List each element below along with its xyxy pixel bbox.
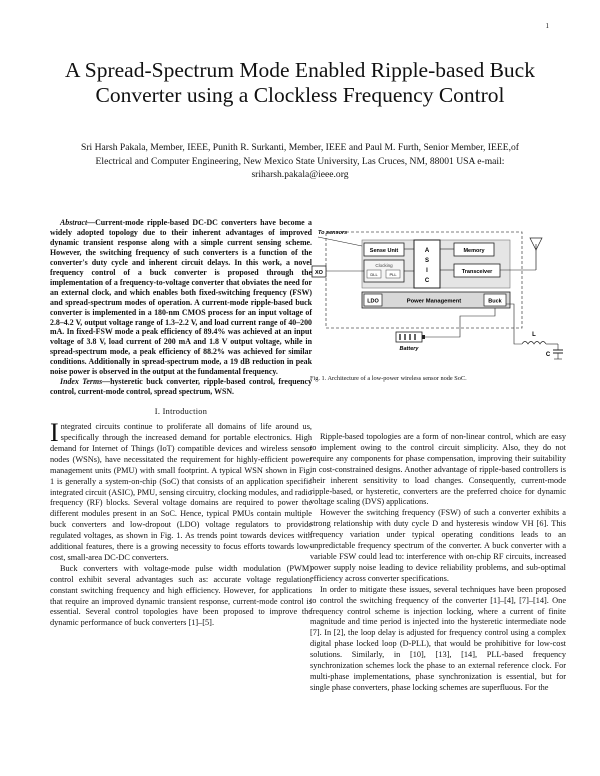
left-column xyxy=(50,218,312,629)
index-terms xyxy=(50,377,312,397)
intro-paragraph-1 xyxy=(50,418,312,564)
to-sensors-arrow xyxy=(318,237,362,246)
clocking-label: Clocking xyxy=(375,263,393,268)
inductor-label: L xyxy=(532,332,536,338)
dll-label: DLL xyxy=(370,272,378,277)
battery-supply-wire xyxy=(425,308,495,337)
right-paragraph-1: Ripple-based topologies are a form of non-linear control, which are easy to implement owing to the control circuit simplicity. Also, they do not require any components for phase compensation, improving their suitability in cost-constrained designs. Another advantage of ripple-based controllers is their inherent sensitivity to load changes. Consequently, current-mode ripple-based, or hysteretic, converters are the preferred choice for dynamic voltage scaling (DVS) applications. xyxy=(310,432,566,507)
author-line-2: Electrical and Computer Engineering, New Mexico State University, Las Cruces, NM, 88001 USA e-mail: xyxy=(95,155,505,167)
index-terms-lead: Index Terms— xyxy=(60,377,111,387)
to-sensors-label: To sensors xyxy=(318,230,348,236)
battery-label: Battery xyxy=(399,346,419,352)
index-terms-text: hysteretic buck converter, ripple-based control, frequency control, current-mode control, spread spectrum, WSN. xyxy=(50,377,313,397)
asic-letter-a: A xyxy=(424,248,430,254)
intro-paragraph-2: Buck converters with voltage-mode pulse width modulation (PWM) control exhibit several advantages such as: accurate voltage regulation, constant switching frequency and high efficiency. However, for applications that require an improved dynamic transient response, current-mode control is essential. Several control topologies have been proposed to improve the dynamic performance of buck converters [1]–[5]. xyxy=(50,563,312,628)
asic-letter-c: C xyxy=(424,278,430,284)
abstract-text: Current-mode ripple-based DC-DC converters have become a widely adopted topology due to their inherent advantages of improved dynamic transient response along with a simple current sensing scheme. However, the switching frequency of such converters is a function of the converter's duty cycle and inherent circuit delays. In this work, a novel frequency control of a buck converter is proposed through the implementation of a frequency-to-voltage converter that obviates the need for an external clock, and which enables both fixed-switching frequency (FSW) and spread-spectrum modes of operation. A current-mode ripple-based buck converter is implemented in a 180-nm CMOS process for an input voltage of 2.8–4.2 V, output voltage range of 1.3–2.2 V, and load current range of 40–200 mA. In fixed-FSW mode a peak efficiency of 89.4% was achieved at an input voltage of 3.8 V, load current of 200 mA and 1.8 V output voltage, while in spread-spectrum mode, a peak efficiency of 88.2% was achieved for similar conditions. Additionally in spread-spectrum mode, a 19 dB reduction in peak noise power is observed in the output at the fundamental frequency. xyxy=(50,218,312,377)
asic-letter-i: I xyxy=(426,268,428,274)
asic-letter-s: S xyxy=(424,258,430,264)
battery-terminal xyxy=(422,335,425,339)
page-number: 1 xyxy=(545,22,549,30)
capacitor-label: C xyxy=(545,352,551,358)
pll-label: PLL xyxy=(389,272,397,277)
intro-paragraph-1-text: ntegrated circuits continue to proliferate all domains of life around us, specifically through the increased demand for portable electronics. High demand for Internet of Things (IoT) compatible devices and wireless sensor nodes (WSNs), have necessitated the requirement for highly-efficient power management units (PMU) with small footprint. A typical WSN shown in Fig. 1 is generally a system-on-chip (SoC) that consists of an application specific integrated circuit (ASIC), PMU, sensing circuitry, clocking modules, and radio frequency (RF) blocks. Several voltage domains are required to power the different modules present in an SoC. Hence, typical PMUs contain multiple buck converters and low-dropout (LDO) voltage regulators to provide regulated voltages, as shown in Fig. 1. As trends point towards devices with additional features, there is a growing necessity to focus efforts towards low-cost, small-area DC-DC converters. xyxy=(50,422,312,562)
xo-label: XO xyxy=(315,270,323,276)
right-paragraph-2: However the switching frequency (FSW) of such a converter exhibits a strong relationship with duty cycle D and hysteresis window VH [6]. This frequency variation under typical operating conditions leads to an unpredictable frequency spectrum of the converter. A buck converter with a variable FSW could lead to: interference with on-chip RF circuits, increased power supply noise leading to device reliability problems, and sub-optimal efficiency across converter specifications. xyxy=(310,508,566,583)
author-block xyxy=(36,141,564,182)
soc-architecture-diagram xyxy=(310,226,566,368)
drop-cap: I xyxy=(50,418,59,448)
memory-label: Memory xyxy=(463,248,485,254)
sense-unit-label: Sense Unit xyxy=(369,248,399,254)
figure-caption: Fig. 1. Architecture of a low-power wireless sensor node SoC. xyxy=(310,375,467,382)
abstract xyxy=(50,218,312,377)
inductor-icon xyxy=(522,342,546,345)
power-management-label: Power Management xyxy=(406,298,462,305)
ldo-label: LDO xyxy=(367,298,379,305)
abstract-lead: Abstract— xyxy=(60,218,96,227)
buck-output-wire xyxy=(506,304,522,344)
paper-title: A Spread-Spectrum Mode Enabled Ripple-based Buck Converter using a Clockless Frequency Control xyxy=(65,58,535,107)
right-column xyxy=(310,432,566,694)
transceiver-label: Transceiver xyxy=(461,269,493,275)
figure-1 xyxy=(310,226,566,368)
right-paragraph-3: In order to mitigate these issues, several techniques have been proposed to control the switching frequency of the converter [1]–[4], [7]–[14]. One frequency control scheme is injection locking, where a current of finite magnitude and time period is injected into the hysteretic intermediate node [7]. In [2], the loop delay is adjusted for frequency control using a complex digital phase locked loop (D-PLL), that would be prohibitive for low-cost solutions. Similarly, in [10], [13], [14], PLL-based frequency synchronization schemes lock the phase to an external reference clock. For multi-phase implementations, phase synchronization is essential, but for single phase converters, phase locking schemes are superfluous. For the xyxy=(310,584,566,692)
section-heading-introduction: I. Introduction xyxy=(154,407,208,417)
author-line-1: Sri Harsh Pakala, Member, IEEE, Punith R. Surkanti, Member, IEEE and Paul M. Furth, Senior Member, IEEE,of xyxy=(81,142,519,153)
author-line-3: sriharsh.pakala@ieee.org xyxy=(251,169,349,180)
buck-label: Buck xyxy=(488,298,502,305)
